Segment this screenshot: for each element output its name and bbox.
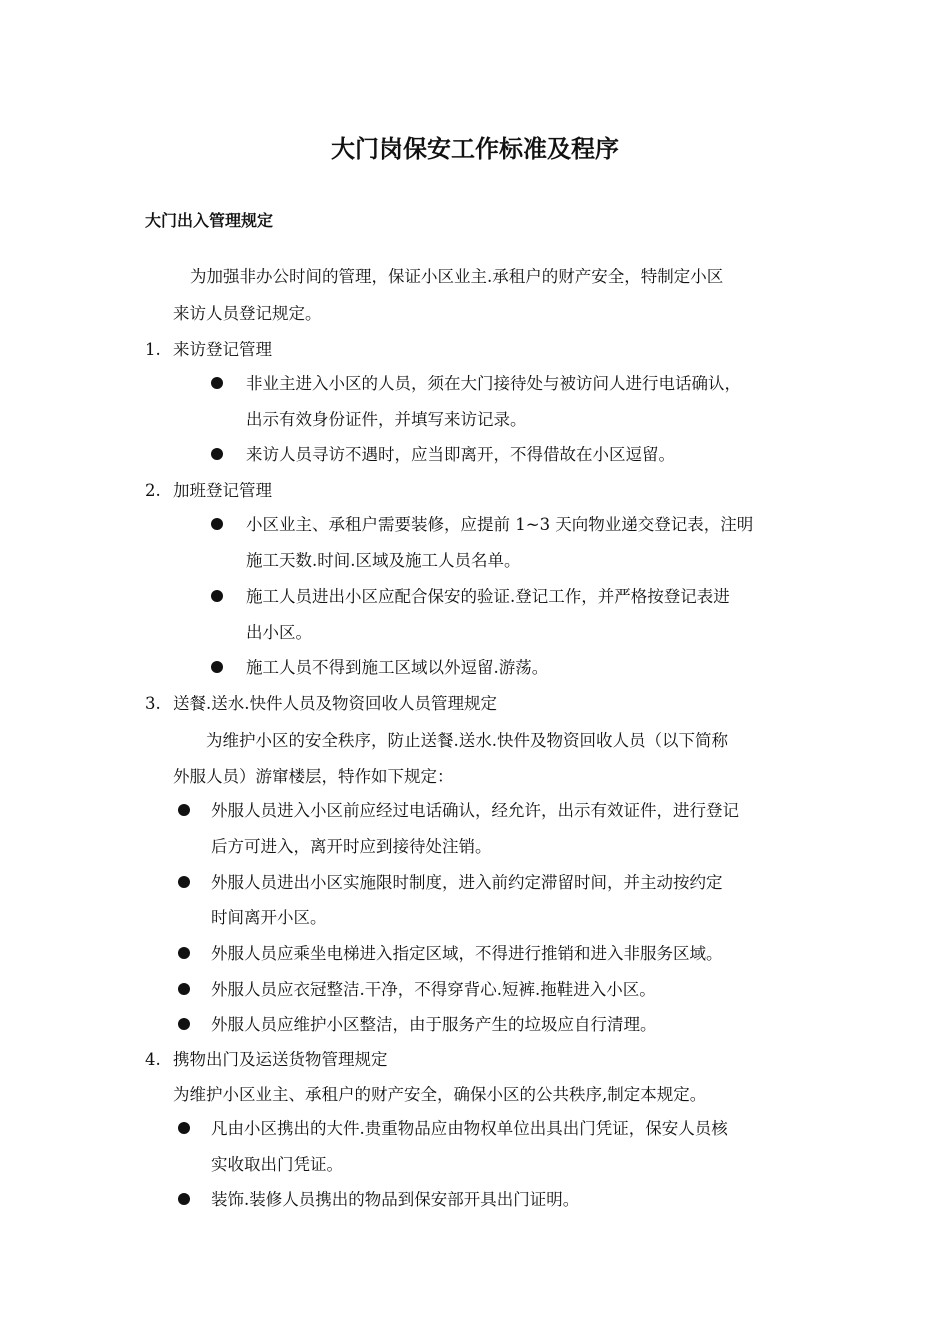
item-4-bullet-1-line-1: 凡由小区携出的大件.贵重物品应由物权单位出具出门凭证，保安人员核 [211, 1119, 728, 1138]
item-1-bullet-2-line-1: 来访人员寻访不遇时，应当即离开，不得借故在小区逗留。 [246, 445, 675, 464]
bullet-icon [211, 661, 223, 673]
item-4-intro-line-1: 为维护小区业主、承租户的财产安全，确保小区的公共秩序,制定本规定。 [173, 1085, 707, 1104]
item-1-bullet-1-line-1: 非业主进入小区的人员，须在大门接待处与被访问人进行电话确认， [246, 374, 741, 393]
item-4-number: 4. [145, 1050, 161, 1069]
item-2-bullet-1-line-1: 小区业主、承租户需要装修，应提前 1~3 天向物业递交登记表，注明 [246, 515, 754, 534]
intro-line-1: 为加强非办公时间的管理，保证小区业主.承租户的财产安全，特制定小区 [190, 267, 724, 286]
item-4-bullet-1-line-2: 实收取出门凭证。 [211, 1155, 343, 1174]
item-4-bullet-2-line-1: 装饰.装修人员携出的物品到保安部开具出门证明。 [211, 1190, 580, 1209]
bullet-icon [178, 1193, 190, 1205]
bullet-icon [178, 876, 190, 888]
item-3-bullet-1-line-1: 外服人员进入小区前应经过电话确认，经允许，出示有效证件，进行登记 [211, 801, 739, 820]
bullet-icon [178, 983, 190, 995]
intro-line-2: 来访人员登记规定。 [173, 304, 322, 323]
item-3-title: 送餐.送水.快件人员及物资回收人员管理规定 [173, 694, 497, 713]
bullet-icon [211, 518, 223, 530]
bullet-icon [211, 448, 223, 460]
bullet-icon [211, 590, 223, 602]
section-heading: 大门出入管理规定 [145, 211, 274, 230]
item-2-number: 2. [145, 481, 161, 500]
bullet-icon [178, 1018, 190, 1030]
item-3-intro-line-2: 外服人员）游窜楼层，特作如下规定： [173, 767, 454, 786]
bullet-icon [211, 377, 223, 389]
item-3-number: 3. [145, 694, 161, 713]
item-1-bullet-1-line-2: 出示有效身份证件，并填写来访记录。 [246, 410, 527, 429]
item-2-bullet-1-line-2: 施工天数.时间.区域及施工人员名单。 [246, 551, 521, 570]
item-1-title: 来访登记管理 [173, 340, 272, 359]
item-1-number: 1. [145, 340, 161, 359]
document-title: 大门岗保安工作标准及程序 [331, 135, 619, 163]
item-2-bullet-2-line-2: 出小区。 [246, 623, 312, 642]
item-3-bullet-3-line-1: 外服人员应乘坐电梯进入指定区域，不得进行推销和进入非服务区域。 [211, 944, 723, 963]
item-3-intro-line-1: 为维护小区的安全秩序，防止送餐.送水.快件及物资回收人员（以下简称 [206, 731, 728, 750]
item-3-bullet-2-line-1: 外服人员进出小区实施限时制度，进入前约定滞留时间，并主动按约定 [211, 873, 723, 892]
item-3-bullet-2-line-2: 时间离开小区。 [211, 908, 327, 927]
item-4-title: 携物出门及运送货物管理规定 [173, 1050, 388, 1069]
item-2-bullet-2-line-1: 施工人员进出小区应配合保安的验证.登记工作，并严格按登记表进 [246, 587, 730, 606]
item-3-bullet-4-line-1: 外服人员应衣冠整洁.干净，不得穿背心.短裤.拖鞋进入小区。 [211, 980, 656, 999]
bullet-icon [178, 804, 190, 816]
bullet-icon [178, 1122, 190, 1134]
item-2-bullet-3-line-1: 施工人员不得到施工区域以外逗留.游荡。 [246, 658, 549, 677]
item-3-bullet-5-line-1: 外服人员应维护小区整洁，由于服务产生的垃圾应自行清理。 [211, 1015, 657, 1034]
item-2-title: 加班登记管理 [173, 481, 272, 500]
bullet-icon [178, 947, 190, 959]
item-3-bullet-1-line-2: 后方可进入，离开时应到接待处注销。 [211, 837, 492, 856]
